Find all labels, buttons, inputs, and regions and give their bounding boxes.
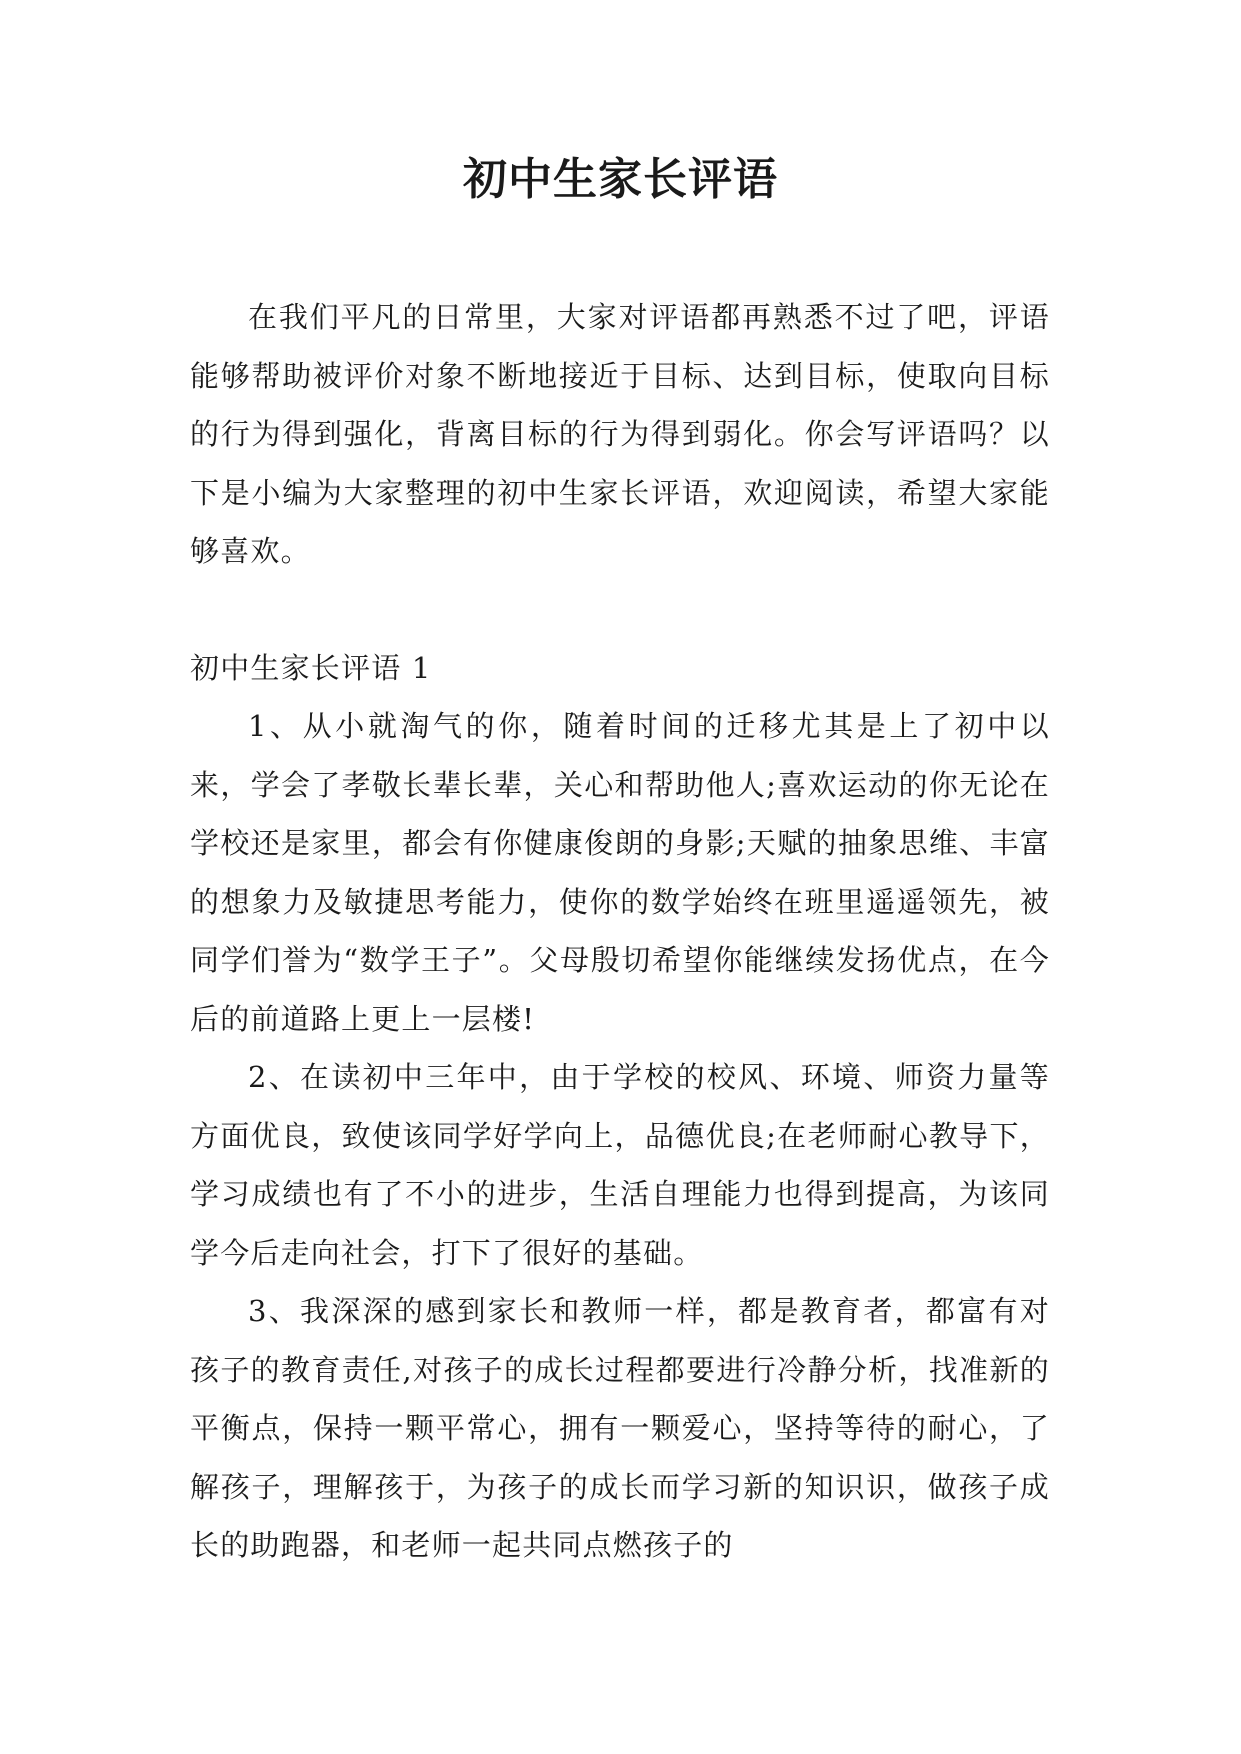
- comment-item-3: 3、我深深的感到家长和教师一样，都是教育者，都富有对孩子的教育责任,对孩子的成长过程都要进行冷静分析，找准新的平衡点，保持一颗平常心，拥有一颗爱心，坚持等待的耐心，了解孩子，理解孩于，为孩子的成长而学习新的知识识，做孩子成长的助跑器，和老师一起共同点燃孩子的: [190, 1294, 1050, 1562]
- comment-item-2: 2、在读初中三年中，由于学校的校风、环境、师资力量等方面优良，致使该同学好学向上，品德优良;在老师耐心教导下，学习成绩也有了不小的进步，生活自理能力也得到提高，为该同学今后走向社会，打下了很好的基础。: [190, 1060, 1050, 1270]
- intro-paragraph: 在我们平凡的日常里，大家对评语都再熟悉不过了吧，评语能够帮助被评价对象不断地接近于目标、达到目标，使取向目标的行为得到强化，背离目标的行为得到弱化。你会写评语吗？以下是小编为大家整理的初中生家长评语，欢迎阅读，希望大家能够喜欢。: [190, 300, 1050, 568]
- comment-item-1: 1、从小就淘气的你，随着时间的迁移尤其是上了初中以来，学会了孝敬长辈长辈，关心和帮助他人;喜欢运动的你无论在学校还是家里，都会有你健康俊朗的身影;天赋的抽象思维、丰富的想象力及敏捷思考能力，使你的数学始终在班里遥遥领先，被同学们誉为“数学王子”。父母殷切希望你能继续发扬优点，在今后的前道路上更上一层楼!: [190, 709, 1050, 1036]
- document-title: 初中生家长评语: [463, 154, 778, 205]
- section-heading: 初中生家长评语 1: [190, 650, 432, 685]
- document-body: [190, 288, 1050, 1575]
